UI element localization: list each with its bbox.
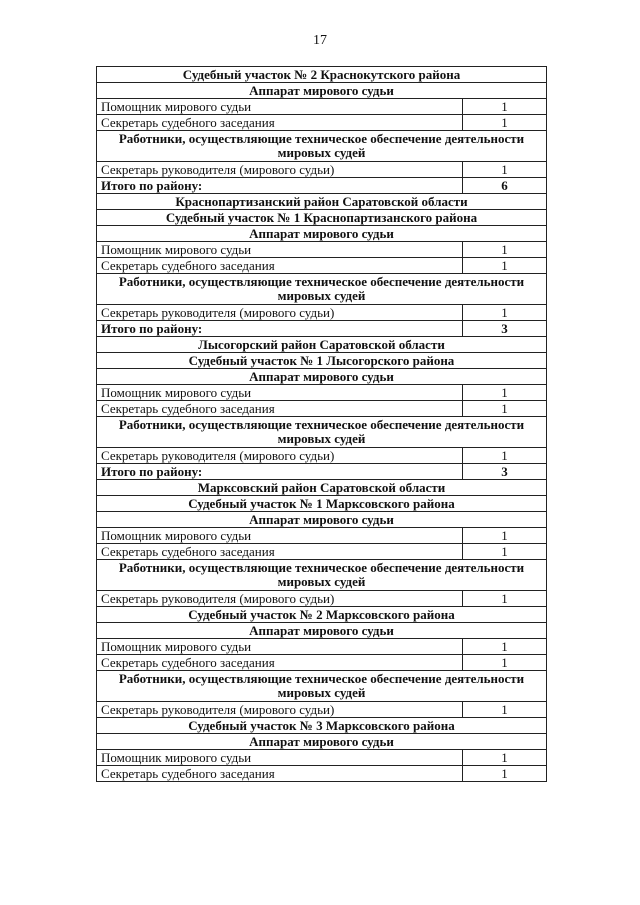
table-row bbox=[97, 162, 547, 178]
position-name: Секретарь судебного заседания bbox=[97, 655, 463, 671]
total-count: 3 bbox=[463, 321, 547, 337]
table-row bbox=[97, 305, 547, 321]
position-name: Секретарь руководителя (мирового судьи) bbox=[97, 702, 463, 718]
position-name: Секретарь судебного заседания bbox=[97, 115, 463, 131]
section-header: Судебный участок № 1 Краснопартизанского района bbox=[97, 210, 547, 226]
table-row bbox=[97, 385, 547, 401]
position-name: Помощник мирового судьи bbox=[97, 99, 463, 115]
section-header-row bbox=[97, 623, 547, 639]
section-header-row bbox=[97, 210, 547, 226]
section-header-row bbox=[97, 480, 547, 496]
position-count: 1 bbox=[463, 528, 547, 544]
staffing-table-body bbox=[97, 67, 547, 782]
table-row bbox=[97, 401, 547, 417]
position-count: 1 bbox=[463, 639, 547, 655]
page-number: 17 bbox=[313, 33, 327, 48]
section-header: Работники, осуществляющие техническое обеспечение деятельности мировых судей bbox=[97, 671, 547, 702]
section-header: Лысогорский район Саратовской области bbox=[97, 337, 547, 353]
section-header-row bbox=[97, 417, 547, 448]
total-label: Итого по району: bbox=[97, 178, 463, 194]
position-name: Секретарь судебного заседания bbox=[97, 401, 463, 417]
section-header: Аппарат мирового судьи bbox=[97, 226, 547, 242]
section-header: Работники, осуществляющие техническое обеспечение деятельности мировых судей bbox=[97, 560, 547, 591]
position-name: Помощник мирового судьи bbox=[97, 385, 463, 401]
table-row bbox=[97, 750, 547, 766]
section-header-row bbox=[97, 560, 547, 591]
section-header: Аппарат мирового судьи bbox=[97, 369, 547, 385]
section-header: Судебный участок № 2 Марксовского района bbox=[97, 607, 547, 623]
total-row bbox=[97, 178, 547, 194]
section-header-row bbox=[97, 226, 547, 242]
position-name: Помощник мирового судьи bbox=[97, 242, 463, 258]
position-name: Секретарь руководителя (мирового судьи) bbox=[97, 448, 463, 464]
section-header: Аппарат мирового судьи bbox=[97, 734, 547, 750]
position-count: 1 bbox=[463, 591, 547, 607]
section-header-row bbox=[97, 274, 547, 305]
position-name: Секретарь судебного заседания bbox=[97, 258, 463, 274]
section-header-row bbox=[97, 734, 547, 750]
section-header-row bbox=[97, 607, 547, 623]
table-row bbox=[97, 702, 547, 718]
total-label: Итого по району: bbox=[97, 321, 463, 337]
position-count: 1 bbox=[463, 385, 547, 401]
section-header: Судебный участок № 1 Лысогорского района bbox=[97, 353, 547, 369]
total-label: Итого по району: bbox=[97, 464, 463, 480]
section-header-row bbox=[97, 194, 547, 210]
position-name: Секретарь судебного заседания bbox=[97, 544, 463, 560]
position-name: Помощник мирового судьи bbox=[97, 639, 463, 655]
position-name: Помощник мирового судьи bbox=[97, 528, 463, 544]
position-count: 1 bbox=[463, 242, 547, 258]
position-name: Секретарь руководителя (мирового судьи) bbox=[97, 591, 463, 607]
position-name: Секретарь руководителя (мирового судьи) bbox=[97, 305, 463, 321]
section-header-row bbox=[97, 353, 547, 369]
table-row bbox=[97, 528, 547, 544]
table-row bbox=[97, 655, 547, 671]
position-count: 1 bbox=[463, 766, 547, 782]
section-header: Работники, осуществляющие техническое обеспечение деятельности мировых судей bbox=[97, 274, 547, 305]
table-row bbox=[97, 591, 547, 607]
position-count: 1 bbox=[463, 750, 547, 766]
section-header: Судебный участок № 1 Марксовского района bbox=[97, 496, 547, 512]
position-name: Секретарь руководителя (мирового судьи) bbox=[97, 162, 463, 178]
section-header: Аппарат мирового судьи bbox=[97, 83, 547, 99]
table-row bbox=[97, 766, 547, 782]
section-header-row bbox=[97, 337, 547, 353]
section-header: Судебный участок № 2 Краснокутского района bbox=[97, 67, 547, 83]
staffing-table bbox=[96, 66, 547, 782]
table-row bbox=[97, 448, 547, 464]
position-count: 1 bbox=[463, 258, 547, 274]
position-count: 1 bbox=[463, 448, 547, 464]
section-header-row bbox=[97, 496, 547, 512]
position-name: Секретарь судебного заседания bbox=[97, 766, 463, 782]
position-count: 1 bbox=[463, 702, 547, 718]
position-count: 1 bbox=[463, 305, 547, 321]
section-header-row bbox=[97, 671, 547, 702]
position-count: 1 bbox=[463, 115, 547, 131]
table-row bbox=[97, 115, 547, 131]
section-header-row bbox=[97, 512, 547, 528]
position-count: 1 bbox=[463, 544, 547, 560]
position-count: 1 bbox=[463, 99, 547, 115]
section-header: Судебный участок № 3 Марксовского района bbox=[97, 718, 547, 734]
section-header: Работники, осуществляющие техническое обеспечение деятельности мировых судей bbox=[97, 417, 547, 448]
section-header-row bbox=[97, 67, 547, 83]
section-header-row bbox=[97, 718, 547, 734]
table-row bbox=[97, 544, 547, 560]
total-row bbox=[97, 321, 547, 337]
section-header: Работники, осуществляющие техническое обеспечение деятельности мировых судей bbox=[97, 131, 547, 162]
position-count: 1 bbox=[463, 655, 547, 671]
section-header-row bbox=[97, 369, 547, 385]
position-name: Помощник мирового судьи bbox=[97, 750, 463, 766]
section-header: Марксовский район Саратовской области bbox=[97, 480, 547, 496]
section-header: Аппарат мирового судьи bbox=[97, 623, 547, 639]
total-count: 3 bbox=[463, 464, 547, 480]
table-row bbox=[97, 258, 547, 274]
table-row bbox=[97, 99, 547, 115]
position-count: 1 bbox=[463, 401, 547, 417]
section-header: Краснопартизанский район Саратовской области bbox=[97, 194, 547, 210]
table-row bbox=[97, 242, 547, 258]
total-count: 6 bbox=[463, 178, 547, 194]
total-row bbox=[97, 464, 547, 480]
position-count: 1 bbox=[463, 162, 547, 178]
section-header-row bbox=[97, 131, 547, 162]
section-header: Аппарат мирового судьи bbox=[97, 512, 547, 528]
section-header-row bbox=[97, 83, 547, 99]
table-row bbox=[97, 639, 547, 655]
